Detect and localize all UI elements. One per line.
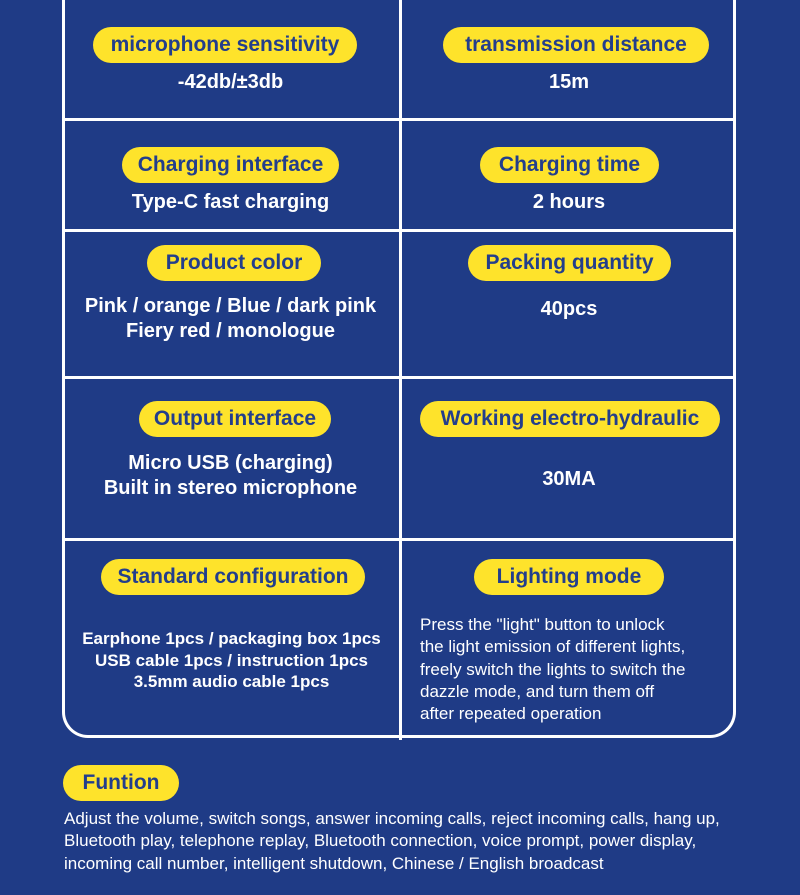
- row-divider: [62, 118, 736, 121]
- standard-configuration-line: Earphone 1pcs / packaging box 1pcs: [82, 629, 381, 648]
- packing-quantity-label: Packing quantity: [468, 245, 671, 281]
- function-description: [64, 808, 720, 875]
- product-color-line: Fiery red / monologue: [126, 320, 335, 342]
- charging-time-label: Charging time: [480, 147, 659, 183]
- microphone-sensitivity-value: -42db/±3db: [177, 71, 284, 93]
- function-line: Bluetooth play, telephone replay, Bluetooth connection, voice prompt, power display,: [64, 831, 697, 851]
- output-interface-label: Output interface: [139, 401, 331, 437]
- function-line: Adjust the volume, switch songs, answer incoming calls, reject incoming calls, hang up,: [64, 809, 720, 828]
- charging-interface-value: Type-C fast charging: [131, 191, 330, 213]
- row-divider: [62, 229, 736, 232]
- working-current-value: 30MA: [542, 468, 596, 490]
- standard-configuration-line: 3.5mm audio cable 1pcs: [133, 672, 330, 691]
- product-color-value: [62, 294, 399, 344]
- output-interface-line: Micro USB (charging): [128, 452, 333, 474]
- lighting-mode-line: dazzle mode, and turn them off: [420, 681, 655, 701]
- lighting-mode-label: Lighting mode: [474, 559, 664, 595]
- lighting-mode-line: Press the "light" button to unlock: [420, 615, 665, 634]
- standard-configuration-label: Standard configuration: [101, 559, 365, 595]
- microphone-sensitivity-label: microphone sensitivity: [93, 27, 357, 63]
- charging-time-value: 2 hours: [532, 191, 606, 213]
- function-line: incoming call number, intelligent shutdown, Chinese / English broadcast: [64, 853, 604, 873]
- lighting-mode-line: after repeated operation: [420, 704, 602, 724]
- working-current-label: Working electro-hydraulic: [420, 401, 720, 437]
- function-label: Funtion: [63, 765, 179, 801]
- row-divider: [62, 376, 736, 379]
- transmission-distance-value: 15m: [548, 71, 590, 93]
- lighting-mode-line: freely switch the lights to switch the: [420, 659, 686, 679]
- transmission-distance-label: transmission distance: [443, 27, 709, 63]
- packing-quantity-value: 40pcs: [540, 298, 598, 320]
- column-divider: [399, 0, 402, 740]
- standard-configuration-value: [64, 628, 399, 693]
- charging-interface-label: Charging interface: [122, 147, 339, 183]
- lighting-mode-value: [420, 614, 686, 725]
- output-interface-value: [62, 451, 399, 501]
- standard-configuration-line: USB cable 1pcs / instruction 1pcs: [94, 650, 369, 670]
- output-interface-line: Built in stereo microphone: [103, 477, 358, 499]
- lighting-mode-line: the light emission of different lights,: [420, 637, 686, 657]
- product-color-line: Pink / orange / Blue / dark pink: [84, 295, 377, 317]
- product-color-label: Product color: [147, 245, 321, 281]
- row-divider: [62, 538, 736, 541]
